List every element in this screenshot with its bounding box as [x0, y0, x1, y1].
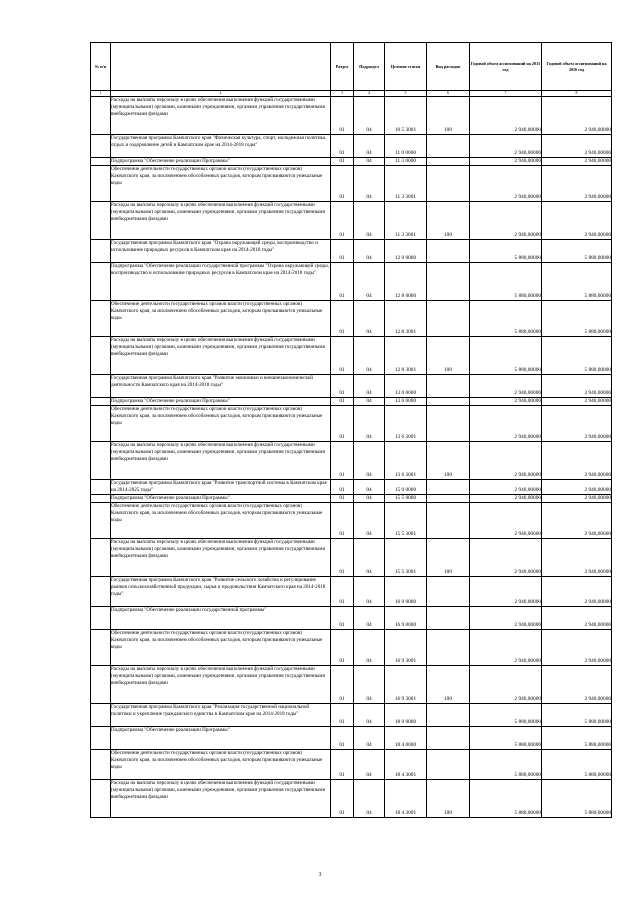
- allocation-2015-cell: 2 940,00000: [470, 202, 542, 240]
- section-cell: 01: [331, 630, 354, 666]
- row-number-cell: [91, 503, 111, 539]
- target-article-cell: 16 0 0000: [385, 577, 427, 607]
- row-number-cell: [91, 577, 111, 607]
- section-cell: 01: [331, 442, 354, 480]
- table-row: [91, 97, 612, 135]
- row-number-cell: [91, 442, 111, 480]
- table-row: [91, 750, 612, 780]
- column-number: 4: [354, 91, 385, 97]
- allocation-2016-cell: 5 880,00000: [542, 704, 612, 727]
- header-target-article: Целевая статья: [385, 43, 427, 91]
- allocation-2016-cell: 2 940,00000: [542, 135, 612, 158]
- allocation-2016-cell: 5 880,00000: [542, 240, 612, 263]
- section-cell: 01: [331, 503, 354, 539]
- target-article-cell: 13 6 0000: [385, 398, 427, 406]
- subsection-cell: 04: [354, 97, 385, 135]
- target-article-cell: 12 8 0000: [385, 263, 427, 301]
- item-name-cell: Обеспечение деятельности государственных органов власти (государственных органов) Камчатского края, за исключением обособленных расходов, которым присваиваются уникальные коды: [111, 503, 331, 539]
- section-cell: 01: [331, 607, 354, 630]
- target-article-cell: 10 5 3001: [385, 97, 427, 135]
- target-article-cell: 11 3 3001: [385, 202, 427, 240]
- allocation-2016-cell: 2 940,00000: [542, 577, 612, 607]
- row-number-cell: [91, 166, 111, 202]
- table-row: [91, 780, 612, 818]
- allocation-2016-cell: 2 940,00000: [542, 607, 612, 630]
- target-article-cell: 13 0 0000: [385, 375, 427, 398]
- expense-type-cell: [427, 263, 470, 301]
- item-name-cell: Государственная программа Камчатского края "Развитие транспортной системы в Камчатском крае на 2014-2025 годы": [111, 480, 331, 495]
- row-number-cell: [91, 666, 111, 704]
- subsection-cell: 04: [354, 406, 385, 442]
- section-cell: 01: [331, 166, 354, 202]
- item-name-cell: Государственная программа Камчатского края "Физическая культура, спорт, молодежная политика, отдых и оздоровление детей в Камчатском крае на 2014-2018 годы": [111, 135, 331, 158]
- row-number-cell: [91, 301, 111, 337]
- table-row: [91, 630, 612, 666]
- allocation-2016-cell: 2 940,00000: [542, 495, 612, 503]
- target-article-cell: 16 9 0000: [385, 607, 427, 630]
- item-name-cell: Подпрограмма "Обеспечение реализации государственной программы "Охрана окружающей среды, воспроизводство и использование природных ресурсов в Камчатском крае на 2014-2018 годы": [111, 263, 331, 301]
- target-article-cell: 16 9 3001: [385, 630, 427, 666]
- subsection-cell: 04: [354, 202, 385, 240]
- row-number-cell: [91, 630, 111, 666]
- table-row: [91, 398, 612, 406]
- item-name-cell: Подпрограмма "Обеспечение реализации государственной программы": [111, 607, 331, 630]
- allocation-2016-cell: 5 880,00000: [542, 337, 612, 375]
- allocation-2015-cell: 5 880,00000: [470, 727, 542, 750]
- row-number-cell: [91, 495, 111, 503]
- allocation-2016-cell: 2 940,00000: [542, 375, 612, 398]
- expense-type-cell: [427, 240, 470, 263]
- target-article-cell: 13 6 3001: [385, 442, 427, 480]
- allocation-2015-cell: 2 940,00000: [470, 503, 542, 539]
- item-name-cell: Государственная программа Камчатского края "Охрана окружающей среды, воспроизводство и использование природных ресурсов в Камчатском крае на 2014-2018 годы": [111, 240, 331, 263]
- subsection-cell: 04: [354, 480, 385, 495]
- allocation-2015-cell: 2 940,00000: [470, 480, 542, 495]
- target-article-cell: 15 5 0000: [385, 495, 427, 503]
- subsection-cell: 04: [354, 240, 385, 263]
- allocation-2016-cell: 5 880,00000: [542, 750, 612, 780]
- row-number-cell: [91, 263, 111, 301]
- target-article-cell: 11 0 0000: [385, 135, 427, 158]
- allocation-2016-cell: 2 940,00000: [542, 97, 612, 135]
- table-row: [91, 607, 612, 630]
- item-name-cell: Подпрограмма "Обеспечение реализации Программы": [111, 398, 331, 406]
- item-name-cell: Подпрограмма "Обеспечение реализации Программы": [111, 495, 331, 503]
- table-row: [91, 442, 612, 480]
- target-article-cell: 15 5 3001: [385, 503, 427, 539]
- section-cell: 01: [331, 406, 354, 442]
- expense-type-cell: [427, 480, 470, 495]
- table-row: [91, 337, 612, 375]
- allocation-2016-cell: 2 940,00000: [542, 666, 612, 704]
- item-name-cell: Расходы на выплаты персоналу в целях обеспечения выполнения функций государственными (муниципальными) органами, казенными учреждениями, органами управления государственными внебюджетными фондами: [111, 780, 331, 818]
- row-number-cell: [91, 780, 111, 818]
- item-name-cell: Расходы на выплаты персоналу в целях обеспечения выполнения функций государственными (муниципальными) органами, казенными учреждениями, органами управления государственными внебюджетными фондами: [111, 539, 331, 577]
- subsection-cell: 04: [354, 704, 385, 727]
- allocation-2016-cell: 5 880,00000: [542, 727, 612, 750]
- target-article-cell: 12 8 3001: [385, 337, 427, 375]
- target-article-cell: 15 5 3001: [385, 539, 427, 577]
- table-row: [91, 375, 612, 398]
- section-cell: 01: [331, 375, 354, 398]
- row-number-cell: [91, 375, 111, 398]
- row-number-cell: [91, 398, 111, 406]
- subsection-cell: 04: [354, 166, 385, 202]
- subsection-cell: 04: [354, 495, 385, 503]
- table-row: [91, 704, 612, 727]
- expense-type-cell: [427, 398, 470, 406]
- table-row: [91, 577, 612, 607]
- subsection-cell: 04: [354, 337, 385, 375]
- section-cell: 01: [331, 301, 354, 337]
- column-number: 3: [331, 91, 354, 97]
- expense-type-cell: [427, 158, 470, 166]
- allocation-2015-cell: 5 880,00000: [470, 704, 542, 727]
- table-row: [91, 135, 612, 158]
- target-article-cell: 18 0 0000: [385, 704, 427, 727]
- allocation-2016-cell: 2 940,00000: [542, 539, 612, 577]
- expense-type-cell: 100: [427, 780, 470, 818]
- row-number-cell: [91, 539, 111, 577]
- expense-type-cell: [427, 406, 470, 442]
- expense-type-cell: 100: [427, 337, 470, 375]
- table-row: [91, 158, 612, 166]
- section-cell: 01: [331, 202, 354, 240]
- subsection-cell: 04: [354, 135, 385, 158]
- target-article-cell: 16 9 3001: [385, 666, 427, 704]
- table-row: [91, 202, 612, 240]
- subsection-cell: 04: [354, 780, 385, 818]
- subsection-cell: 04: [354, 375, 385, 398]
- section-cell: 01: [331, 727, 354, 750]
- expense-type-cell: 100: [427, 666, 470, 704]
- row-number-cell: [91, 727, 111, 750]
- row-number-cell: [91, 480, 111, 495]
- table-row: [91, 727, 612, 750]
- expense-type-cell: [427, 577, 470, 607]
- allocation-2015-cell: 2 940,00000: [470, 135, 542, 158]
- expense-type-cell: [427, 727, 470, 750]
- column-number: 1: [91, 91, 111, 97]
- target-article-cell: 12 8 3001: [385, 301, 427, 337]
- allocation-2015-cell: 5 880,00000: [470, 780, 542, 818]
- allocation-2015-cell: 2 940,00000: [470, 406, 542, 442]
- allocation-2015-cell: 2 940,00000: [470, 495, 542, 503]
- row-number-cell: [91, 135, 111, 158]
- table-header-row: [91, 43, 612, 91]
- subsection-cell: 04: [354, 727, 385, 750]
- allocation-2016-cell: 2 940,00000: [542, 166, 612, 202]
- allocation-2015-cell: 2 940,00000: [470, 630, 542, 666]
- allocation-2015-cell: 5 880,00000: [470, 263, 542, 301]
- item-name-cell: Обеспечение деятельности государственных органов власти (государственных органов) Камчатского края, за исключением обособленных расходов, которым присваиваются уникальные коды: [111, 406, 331, 442]
- allocation-2016-cell: 2 940,00000: [542, 480, 612, 495]
- page-number: 3: [318, 872, 322, 878]
- expense-type-cell: [427, 704, 470, 727]
- target-article-cell: 11 3 3001: [385, 166, 427, 202]
- table-row: [91, 263, 612, 301]
- allocation-2015-cell: 2 940,00000: [470, 97, 542, 135]
- allocation-2015-cell: 5 880,00000: [470, 750, 542, 780]
- allocation-2016-cell: 2 940,00000: [542, 158, 612, 166]
- expense-type-cell: [427, 135, 470, 158]
- row-number-cell: [91, 240, 111, 263]
- row-number-cell: [91, 704, 111, 727]
- header-number: № п/п: [91, 43, 111, 91]
- item-name-cell: Обеспечение деятельности государственных органов власти (государственных органов) Камчатского края, за исключением обособленных расходов, которым присваиваются уникальные коды: [111, 750, 331, 780]
- table-row: [91, 480, 612, 495]
- expense-type-cell: 100: [427, 97, 470, 135]
- subsection-cell: 04: [354, 607, 385, 630]
- subsection-cell: 04: [354, 750, 385, 780]
- item-name-cell: Подпрограмма "Обеспечение реализации Программы": [111, 727, 331, 750]
- allocation-2015-cell: 2 940,00000: [470, 666, 542, 704]
- item-name-cell: Расходы на выплаты персоналу в целях обеспечения выполнения функций государственными (муниципальными) органами, казенными учреждениями, органами управления государственными внебюджетными фондами: [111, 337, 331, 375]
- subsection-cell: 04: [354, 442, 385, 480]
- subsection-cell: 04: [354, 301, 385, 337]
- expense-type-cell: [427, 750, 470, 780]
- subsection-cell: 04: [354, 577, 385, 607]
- item-name-cell: Государственная программа Камчатского края "Реализация государственной национальной политики и укрепление гражданского единства в Камчатском крае на 2014-2018 годы": [111, 704, 331, 727]
- expense-type-cell: [427, 375, 470, 398]
- expense-type-cell: [427, 503, 470, 539]
- target-article-cell: 15 0 0000: [385, 480, 427, 495]
- allocation-2016-cell: 2 940,00000: [542, 442, 612, 480]
- column-number: 6: [427, 91, 470, 97]
- target-article-cell: 18 4 0000: [385, 727, 427, 750]
- allocation-2016-cell: 2 940,00000: [542, 398, 612, 406]
- section-cell: 01: [331, 158, 354, 166]
- subsection-cell: 04: [354, 503, 385, 539]
- item-name-cell: Обеспечение деятельности государственных органов власти (государственных органов) Камчатского края, за исключением обособленных расходов, которым присваиваются уникальные коды: [111, 301, 331, 337]
- header-subsection: Подраздел: [354, 43, 385, 91]
- column-number: 7: [470, 91, 542, 97]
- allocation-2016-cell: 5 880,00000: [542, 780, 612, 818]
- allocation-2016-cell: 5 880,00000: [542, 263, 612, 301]
- expense-type-cell: 100: [427, 442, 470, 480]
- allocation-2015-cell: 2 940,00000: [470, 166, 542, 202]
- target-article-cell: 18 4 3001: [385, 780, 427, 818]
- table-row: [91, 301, 612, 337]
- table-row: [91, 240, 612, 263]
- row-number-cell: [91, 750, 111, 780]
- allocation-2015-cell: 5 880,00000: [470, 337, 542, 375]
- expense-type-cell: [427, 166, 470, 202]
- row-number-cell: [91, 202, 111, 240]
- allocation-2015-cell: 5 880,00000: [470, 301, 542, 337]
- table-row: [91, 406, 612, 442]
- table-body: [91, 97, 612, 818]
- section-cell: 01: [331, 480, 354, 495]
- expense-type-cell: 100: [427, 539, 470, 577]
- target-article-cell: 18 4 3001: [385, 750, 427, 780]
- section-cell: 01: [331, 263, 354, 301]
- section-cell: 01: [331, 539, 354, 577]
- allocation-2016-cell: 2 940,00000: [542, 503, 612, 539]
- row-number-cell: [91, 97, 111, 135]
- header-expense-type: Вид расходов: [427, 43, 470, 91]
- allocation-2016-cell: 2 940,00000: [542, 406, 612, 442]
- section-cell: 01: [331, 780, 354, 818]
- target-article-cell: 13 6 3001: [385, 406, 427, 442]
- section-cell: 01: [331, 135, 354, 158]
- table-row: [91, 166, 612, 202]
- column-number: 2: [111, 91, 331, 97]
- section-cell: 01: [331, 97, 354, 135]
- section-cell: 01: [331, 337, 354, 375]
- subsection-cell: 04: [354, 263, 385, 301]
- expense-type-cell: [427, 495, 470, 503]
- expense-type-cell: [427, 630, 470, 666]
- row-number-cell: [91, 607, 111, 630]
- item-name-cell: Расходы на выплаты персоналу в целях обеспечения выполнения функций государственными (муниципальными) органами, казенными учреждениями, органами управления государственными внебюджетными фондами: [111, 442, 331, 480]
- row-number-cell: [91, 406, 111, 442]
- budget-allocation-table: [90, 42, 612, 818]
- column-number: 8: [542, 91, 612, 97]
- allocation-2015-cell: 2 940,00000: [470, 607, 542, 630]
- allocation-2016-cell: 5 880,00000: [542, 301, 612, 337]
- expense-type-cell: [427, 301, 470, 337]
- section-cell: 01: [331, 495, 354, 503]
- allocation-2016-cell: 2 940,00000: [542, 202, 612, 240]
- target-article-cell: 12 0 0000: [385, 240, 427, 263]
- expense-type-cell: [427, 607, 470, 630]
- item-name-cell: Обеспечение деятельности государственных органов власти (государственных органов) Камчатского края, за исключением обособленных расходов, которым присваиваются уникальные коды: [111, 166, 331, 202]
- subsection-cell: 04: [354, 630, 385, 666]
- row-number-cell: [91, 158, 111, 166]
- allocation-2015-cell: 2 940,00000: [470, 398, 542, 406]
- subsection-cell: 04: [354, 158, 385, 166]
- item-name-cell: Обеспечение деятельности государственных органов власти (государственных органов) Камчатского края, за исключением обособленных расходов, которым присваиваются уникальные коды: [111, 630, 331, 666]
- section-cell: 01: [331, 240, 354, 263]
- header-name: [111, 43, 331, 91]
- table-row: [91, 539, 612, 577]
- allocation-2015-cell: 2 940,00000: [470, 539, 542, 577]
- allocation-2015-cell: 2 940,00000: [470, 375, 542, 398]
- subsection-cell: 04: [354, 539, 385, 577]
- table-row: [91, 666, 612, 704]
- item-name-cell: Подпрограмма "Обеспечение реализации Программы": [111, 158, 331, 166]
- expense-type-cell: 100: [427, 202, 470, 240]
- row-number-cell: [91, 337, 111, 375]
- subsection-cell: 04: [354, 398, 385, 406]
- subsection-cell: 04: [354, 666, 385, 704]
- allocation-2016-cell: 2 940,00000: [542, 630, 612, 666]
- item-name-cell: Государственная программа Камчатского края "Развитие экономики и внешнеэкономической деятельности Камчатского края на 2014-2018 годы": [111, 375, 331, 398]
- section-cell: 01: [331, 577, 354, 607]
- section-cell: 01: [331, 398, 354, 406]
- item-name-cell: Расходы на выплаты персоналу в целях обеспечения выполнения функций государственными (муниципальными) органами, казенными учреждениями, органами управления государственными внебюджетными фондами: [111, 97, 331, 135]
- item-name-cell: Государственная программа Камчатского края "Развитие сельского хозяйства и регулирование рынков сельскохозяйственной продукции, сырья и продовольствия Камчатского края на 2014-2018 годы": [111, 577, 331, 607]
- section-cell: 01: [331, 750, 354, 780]
- section-cell: 01: [331, 704, 354, 727]
- column-number: 5: [385, 91, 427, 97]
- allocation-2015-cell: 2 940,00000: [470, 577, 542, 607]
- table-row: [91, 495, 612, 503]
- allocation-2015-cell: 2 940,00000: [470, 158, 542, 166]
- header-section: Раздел: [331, 43, 354, 91]
- item-name-cell: Расходы на выплаты персоналу в целях обеспечения выполнения функций государственными (муниципальными) органами, казенными учреждениями, органами управления государственными внебюджетными фондами: [111, 202, 331, 240]
- allocation-2015-cell: 2 940,00000: [470, 442, 542, 480]
- section-cell: 01: [331, 666, 354, 704]
- header-allocation-2016: Годовой объем ассигнований на 2016 год: [542, 43, 612, 91]
- allocation-2015-cell: 5 880,00000: [470, 240, 542, 263]
- item-name-cell: Расходы на выплаты персоналу в целях обеспечения выполнения функций государственными (муниципальными) органами, казенными учреждениями, органами управления государственными внебюджетными фондами: [111, 666, 331, 704]
- header-allocation-2015: Годовой объем ассигнований на 2015 год: [470, 43, 542, 91]
- target-article-cell: 11 3 0000: [385, 158, 427, 166]
- table-row: [91, 503, 612, 539]
